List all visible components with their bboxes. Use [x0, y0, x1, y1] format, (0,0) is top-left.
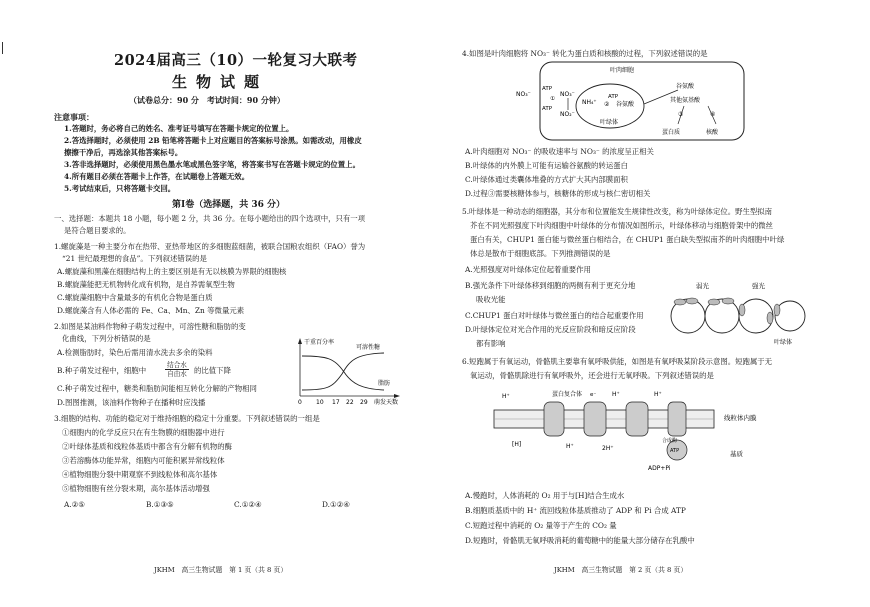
chloroplast-label: 叶绿体: [774, 339, 793, 346]
q2-stem-cont: 化曲线，下列分析错误的是: [62, 334, 151, 343]
q3-item-1: ①细胞内的化学反应只在有生物膜的细胞器中进行: [62, 428, 225, 437]
q1-option-b: B.螺旋藻能把无机物转化成有机物，是自养需氧型生物: [57, 280, 235, 289]
glutamate-label: 谷氨酸: [616, 101, 635, 108]
weak-light-label: 弱光: [696, 282, 709, 290]
q5-option-c: C.CHUP1 蛋白对叶绿体与微丝蛋白的结合起重要作用: [465, 311, 644, 320]
cell-label: 叶肉细胞: [610, 67, 635, 74]
notice-2: 2.答选择题时，必须使用 2B 铅笔将答题卡上对应题目的答案标号涂黑。如需改动，用橡皮: [64, 136, 362, 145]
notice-header: 注意事项：: [54, 112, 94, 122]
chloroplast: [774, 304, 780, 316]
q5-stem-2: 芥在不同光照强度下叶肉细胞中叶绿体的分布情况如图所示，叶绿体移动与细胞骨架中的微丝: [470, 221, 774, 230]
chart-y-arrow: [298, 338, 302, 344]
q6-stem-cont: 氧运动，骨骼肌除进行有氧呼吸外，还会进行无氧呼吸。下列叙述错误的是: [470, 371, 714, 380]
chart-label-fat: 脂肪: [378, 380, 391, 387]
chart-tick-2: 17: [332, 399, 340, 406]
exam-info: （试卷总分：90 分 考试时间：90 分钟）: [129, 95, 285, 105]
no3-label: NO₃⁻: [516, 91, 531, 98]
q2-option-c: C.种子萌发过程中，糖类和脂肪间能相互转化分解的产物相同: [57, 384, 257, 393]
chloroplast: [708, 299, 720, 305]
q6-option-d: D.短跑时，骨骼肌无氧呼吸消耗的葡萄糖中的能量大部分储存在乳酸中: [465, 536, 695, 545]
atp-label-2: ATP: [542, 106, 553, 112]
atp-synthase-channel: [668, 402, 686, 436]
matrix-label: 基质: [730, 450, 743, 458]
inner-membrane-label: 线粒体内膜: [724, 414, 757, 422]
q5-chloroplast-diagram: [666, 278, 806, 350]
q1-stem-cont: “21 世纪最理想的食品”。下列叙述错误的是: [62, 254, 207, 263]
q2-option-a: A.检测脂肪时，染色后需用清水洗去多余的染料: [57, 348, 213, 357]
q6-option-a: A.慢跑时，人体消耗的 O₂ 用于与[H]结合生成水: [465, 491, 625, 500]
two-proton-label: 2H⁺: [602, 445, 614, 452]
q3-item-3: ③若溶酶体功能异常，细胞内可能积累异常线粒体: [62, 456, 225, 465]
chart-tick-3: 22: [346, 399, 354, 406]
complex-label: 蛋白复合体: [552, 391, 583, 398]
step-4-mark: ④: [710, 111, 716, 118]
synthase-label: 合成酶: [662, 438, 678, 444]
q6-stem: 6.短跑属于有氧运动，骨骼肌主要靠有氧呼吸供能，如图是有氧呼吸某阶段示意图。短跑属于无: [462, 357, 773, 366]
section-title: 第Ⅰ卷（选择题，共 36 分）: [172, 200, 286, 210]
subject-title: 生物试题: [172, 73, 269, 91]
notice-5: 5.考试结束后，只将答题卡交回。: [64, 184, 176, 193]
proton-label: H⁺: [566, 443, 574, 450]
q4-nitrogen-diagram: [516, 60, 748, 144]
glutamate-out-label: 谷氨酸: [676, 83, 695, 90]
q3-stem: 3.细胞的结构、功能的稳定对于维持细胞的稳定十分重要。下列叙述错误的一组是: [54, 414, 320, 423]
nucleic-acid-label: 核酸: [706, 129, 719, 136]
q2-stem: 2.如图是某油料作物种子萌发过程中，可溶性糖和脂肪的变: [54, 322, 246, 331]
q6-option-b: B.细胞质基质中的 H⁺ 流回线粒体基质推动了 ADP 和 Pi 合成 ATP: [465, 506, 686, 515]
q3-choice-b: B.①③⑤: [146, 500, 174, 509]
chloroplast-label: 叶绿体: [600, 119, 619, 126]
q5-option-d: D.叶绿体定位对光合作用的光反应阶段和暗反应阶段: [465, 325, 636, 334]
chloroplast: [722, 298, 734, 304]
q1-stem: 1.螺旋藻是一种主要分布在热带、亚热带地区的多细胞蓝细菌，被联合国粮农组织（FAO）誉为: [54, 242, 366, 251]
q3-choice-a: A.②⑤: [64, 500, 85, 509]
other-amino-acids-label: 其他氨基酸: [670, 97, 701, 104]
q5-stem-4: 体总是散布于细胞底部。下列推测错误的是: [470, 249, 611, 258]
exam-title: 2024届高三（10）一轮复习大联考: [114, 52, 358, 69]
chart-tick-0: 0: [298, 399, 302, 406]
q5-option-d-cont: 都有影响: [476, 339, 506, 348]
q1-option-a: A.螺旋藻和黑藻在细胞结构上的主要区别是有无以核膜为界限的细胞核: [57, 267, 287, 276]
q6-mitochondria-diagram: [492, 384, 792, 480]
atp-label: ATP: [670, 448, 680, 454]
step-3-mark: ③: [678, 111, 684, 118]
q3-item-5: ⑤植物细胞有丝分裂末期，高尔基体活动增强: [62, 484, 210, 493]
protein-complex-1: [544, 402, 564, 436]
part1-instructions: 一、选择题：本题共 18 小题，每小题 2 分，共 36 分。在每小题给出的四个选项中，只有一项: [54, 214, 366, 223]
q2-fraction-bottom: 自由水: [167, 370, 187, 378]
chart-tick-1: 10: [316, 399, 324, 406]
chloroplast: [674, 299, 686, 305]
no2-label: NO₂⁻: [560, 111, 575, 118]
notice-1: 1.答题时，务必将自己的姓名、准考证号填写在答题卡规定的位置上。: [64, 124, 294, 133]
proton-label: H⁺: [612, 391, 620, 398]
q4-option-d: D.过程③需要核糖体参与，核糖体的形成与核仁密切相关: [465, 189, 651, 198]
chart-label-sugar: 可溶性糖: [356, 344, 381, 351]
page-1-footer: JKHM 高三生物试题 第 1 页（共 8 页）: [154, 566, 288, 574]
nadh-label: [H]: [512, 441, 522, 448]
no3-inner-label: NO₃⁻: [560, 91, 575, 98]
q1-option-c: C.螺旋藻细胞中含量最多的有机化合物是蛋白质: [57, 293, 213, 302]
step-1-mark: ①: [550, 96, 555, 102]
chloroplast: [739, 304, 745, 316]
adp-label: ADP+Pi: [648, 465, 671, 472]
page-2: [462, 0, 834, 607]
notice-4: 4.所有题目必须在答题卡上作答，在试题卷上答题无效。: [64, 172, 250, 181]
electron-label: e⁻: [590, 392, 597, 398]
chart-ylabel: 干重百分率: [304, 339, 335, 346]
margin-mark: [2, 42, 3, 54]
q3-item-4: ④植物细胞分裂中期观察不到线粒体和高尔基体: [62, 470, 218, 479]
q6-option-c: C.短跑过程中消耗的 O₂ 量等于产生的 CO₂ 量: [465, 521, 617, 530]
q2-germination-chart: [292, 336, 416, 412]
q2-option-b: B.种子萌发过程中，细胞中: [57, 366, 147, 375]
protein-complex-2: [584, 402, 606, 436]
strong-light-label: 强光: [752, 282, 765, 290]
chloroplast: [686, 298, 698, 304]
q4-option-c: C.叶绿体通过类囊体堆叠的方式扩大其内部膜面积: [465, 175, 628, 184]
notice-2-cont: 擦擦干净后，再选涂其他答案标号。: [64, 148, 183, 157]
proton-label: H⁺: [654, 391, 662, 398]
q4-option-a: A.叶肉细胞对 NO₃⁻ 的吸收速率与 NO₃⁻ 的浓度呈正相关: [465, 147, 654, 156]
q5-option-b: B.强光条件下叶绿体移到细胞的两侧有利于更充分地: [465, 281, 636, 290]
q5-stem-3: 蛋白有关，CHUP1 蛋白能与微丝蛋白相结合，在 CHUP1 蛋白缺失型拟南芥的叶肉细胞中叶绿: [470, 235, 785, 244]
part1-instructions-cont: 是符合题目要求的。: [64, 226, 131, 235]
step-2-mark: ②: [604, 101, 610, 108]
q3-choice-d: D.①②④: [322, 500, 350, 509]
sugar-curve: [302, 353, 384, 390]
proton-label: H⁺: [502, 393, 510, 400]
atp-label-3: ATP: [608, 94, 619, 100]
chart-x-arrow: [394, 394, 400, 398]
chloroplast: [767, 312, 773, 324]
page-2-footer: JKHM 高三生物试题 第 2 页（共 8 页）: [554, 566, 688, 574]
q3-choice-c: C.①②④: [234, 500, 262, 509]
q5-option-b-cont: 吸收光能: [476, 295, 506, 304]
protein-complex-3: [626, 402, 648, 436]
q1-option-d: D.螺旋藻含有人体必需的 Fe、Ca、Mn、Zn 等微量元素: [57, 306, 245, 315]
q5-stem: 5.叶绿体是一种动态的细胞器，其分布和位置能发生规律性改变，称为叶绿体定位。野生型拟南: [462, 207, 773, 216]
q3-item-2: ②叶绿体基质和线粒体基质中都含有分解有机物的酶: [62, 442, 232, 451]
atp-label-1: ATP: [542, 86, 553, 92]
page-1: [54, 0, 420, 607]
protein-label: 蛋白质: [662, 129, 681, 136]
q2-option-d: D.图图推测，该油料作物种子在播种时应浅播: [57, 398, 206, 407]
nh4-label: NH₄⁺: [582, 99, 597, 106]
q4-option-b: B.叶绿体的内外膜上可能有运输谷氨酸的转运蛋白: [465, 161, 628, 170]
q2-fraction-top: 结合水: [167, 361, 187, 369]
q5-option-a: A.光照强度对叶绿体定位起着重要作用: [465, 265, 591, 274]
q4-stem: 4.如图是叶肉细胞将 NO₃⁻ 转化为蛋白质和核酸的过程，下列叙述错误的是: [462, 49, 708, 58]
q2-option-b-tail: 的比值下降: [194, 366, 231, 375]
chart-xlabel: 萌发天数: [374, 399, 399, 406]
notice-3: 3.答非选择题时，必须使用黑色墨水笔或黑色签字笔，将答案书写在答题卡规定的位置上。: [64, 160, 360, 169]
chart-tick-4: 29: [360, 399, 368, 406]
